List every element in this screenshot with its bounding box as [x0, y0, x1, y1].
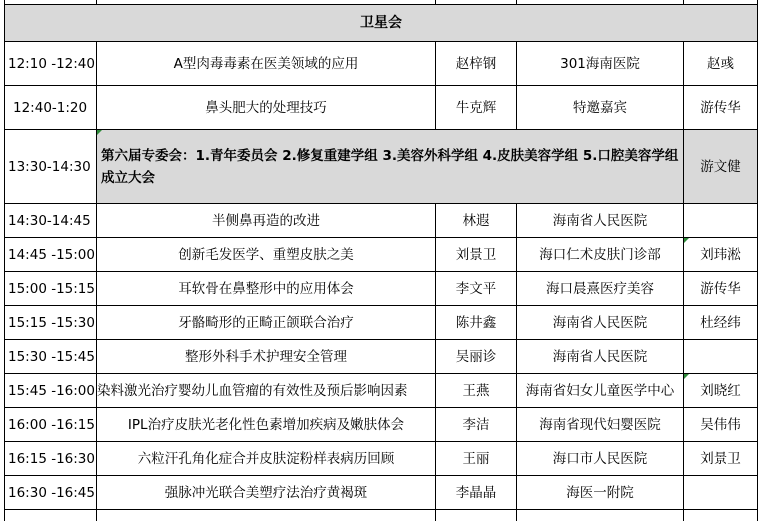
institution-cell[interactable]: 海口仁术皮肤门诊部 [517, 238, 684, 272]
speaker-cell[interactable]: 李晶晶 [436, 476, 517, 510]
moderator-cell[interactable]: 刘景卫 [684, 442, 758, 476]
speaker-cell[interactable]: 李文平 [436, 272, 517, 306]
table-cell[interactable] [5, 510, 97, 521]
topic-cell[interactable]: 六粒汗孔角化症合并皮肤淀粉样表病历回顾 [97, 442, 436, 476]
table-row-partial [5, 510, 758, 521]
table-row [5, 340, 758, 374]
committee-topic-cell[interactable]: 第六届专委会：1.青年委员会 2.修复重建学组 3.美容外科学组 4.皮肤美容学组 5.口腔美容学组 成立大会 [97, 130, 684, 204]
table-cell[interactable] [517, 510, 684, 521]
moderator-cell[interactable]: 游传华 [684, 86, 758, 130]
moderator-cell[interactable] [684, 476, 758, 510]
time-cell[interactable]: 16:15 -16:30 [5, 442, 97, 476]
topic-cell[interactable]: A型肉毒毒素在医美领域的应用 [97, 42, 436, 86]
table-row [5, 374, 758, 408]
topic-cell[interactable]: 整形外科手术护理安全管理 [97, 340, 436, 374]
topic-cell[interactable]: 耳软骨在鼻整形中的应用体会 [97, 272, 436, 306]
time-cell[interactable]: 15:15 -15:30 [5, 306, 97, 340]
speaker-cell[interactable]: 林遐 [436, 204, 517, 238]
time-cell[interactable]: 15:00 -15:15 [5, 272, 97, 306]
table-row [5, 272, 758, 306]
moderator-cell[interactable]: 赵彧 [684, 42, 758, 86]
institution-cell[interactable]: 海南省人民医院 [517, 204, 684, 238]
table-row [5, 42, 758, 86]
institution-cell[interactable]: 301海南医院 [517, 42, 684, 86]
topic-cell[interactable]: 染料激光治疗婴幼儿血管瘤的有效性及预后影响因素 [97, 374, 436, 408]
moderator-cell[interactable]: 杜经纬 [684, 306, 758, 340]
institution-cell[interactable]: 海南省人民医院 [517, 340, 684, 374]
schedule-table [4, 0, 758, 521]
table-row [5, 204, 758, 238]
table-cell[interactable] [436, 510, 517, 521]
table-row [5, 306, 758, 340]
institution-cell[interactable]: 海南省妇女儿童医学中心 [517, 374, 684, 408]
speaker-cell[interactable]: 王燕 [436, 374, 517, 408]
topic-cell[interactable]: 强脉冲光联合美塑疗法治疗黄褐斑 [97, 476, 436, 510]
topic-cell[interactable]: IPL治疗皮肤光老化性色素增加疾病及嫩肤体会 [97, 408, 436, 442]
moderator-cell[interactable]: 刘玮淞 [684, 238, 758, 272]
institution-cell[interactable]: 海口市人民医院 [517, 442, 684, 476]
moderator-cell[interactable]: 游文健 [684, 130, 758, 204]
speaker-cell[interactable]: 赵梓钢 [436, 42, 517, 86]
topic-cell[interactable]: 创新毛发医学、重塑皮肤之美 [97, 238, 436, 272]
table-row-committee [5, 130, 758, 204]
table-row [5, 408, 758, 442]
table-row [5, 442, 758, 476]
institution-cell[interactable]: 特邀嘉宾 [517, 86, 684, 130]
time-cell[interactable]: 16:00 -16:15 [5, 408, 97, 442]
moderator-cell[interactable]: 刘晓红 [684, 374, 758, 408]
time-cell[interactable]: 15:45 -16:00 [5, 374, 97, 408]
section-header-row [5, 5, 758, 42]
table-cell[interactable] [684, 510, 758, 521]
moderator-cell[interactable] [684, 204, 758, 238]
topic-cell[interactable]: 鼻头肥大的处理技巧 [97, 86, 436, 130]
topic-cell[interactable]: 半侧鼻再造的改进 [97, 204, 436, 238]
time-cell[interactable]: 14:30-14:45 [5, 204, 97, 238]
table-row [5, 476, 758, 510]
time-cell[interactable]: 14:45 -15:00 [5, 238, 97, 272]
speaker-cell[interactable]: 陈井鑫 [436, 306, 517, 340]
speaker-cell[interactable]: 吴丽诊 [436, 340, 517, 374]
institution-cell[interactable]: 海口晨熹医疗美容 [517, 272, 684, 306]
moderator-cell[interactable] [684, 340, 758, 374]
time-cell[interactable]: 15:30 -15:45 [5, 340, 97, 374]
institution-cell[interactable]: 海南省人民医院 [517, 306, 684, 340]
moderator-cell[interactable]: 游传华 [684, 272, 758, 306]
table-row [5, 86, 758, 130]
table-cell[interactable] [97, 510, 436, 521]
speaker-cell[interactable]: 李洁 [436, 408, 517, 442]
topic-cell[interactable]: 牙骼畸形的正畸正颌联合治疗 [97, 306, 436, 340]
time-cell[interactable]: 16:30 -16:45 [5, 476, 97, 510]
institution-cell[interactable]: 海医一附院 [517, 476, 684, 510]
speaker-cell[interactable]: 刘景卫 [436, 238, 517, 272]
speaker-cell[interactable]: 王丽 [436, 442, 517, 476]
section-title[interactable]: 卫星会 [5, 5, 758, 42]
institution-cell[interactable]: 海南省现代妇婴医院 [517, 408, 684, 442]
time-cell[interactable]: 13:30-14:30 [5, 130, 97, 204]
speaker-cell[interactable]: 牛克辉 [436, 86, 517, 130]
time-cell[interactable]: 12:10 -12:40 [5, 42, 97, 86]
time-cell[interactable]: 12:40-1:20 [5, 86, 97, 130]
moderator-cell[interactable]: 吴伟伟 [684, 408, 758, 442]
table-row [5, 238, 758, 272]
